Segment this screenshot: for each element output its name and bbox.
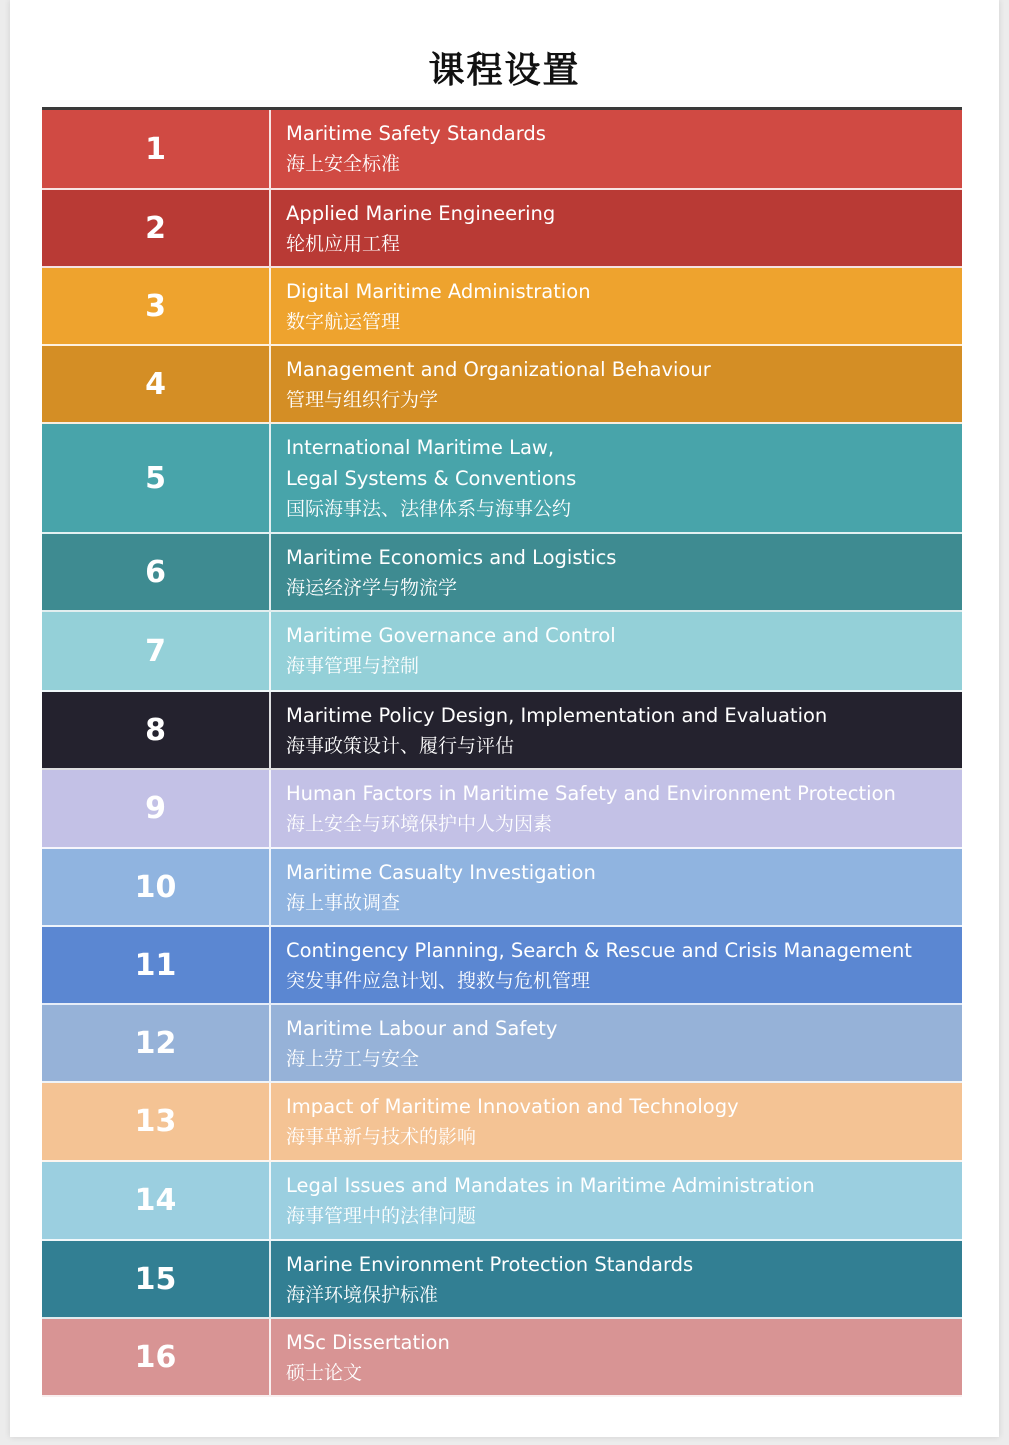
course-number: 5 xyxy=(42,424,271,532)
course-number: 11 xyxy=(42,927,271,1003)
course-title-zh: 海上安全标准 xyxy=(286,153,401,175)
course-row xyxy=(42,692,962,770)
course-description xyxy=(271,190,962,266)
course-number: 7 xyxy=(42,612,271,690)
course-description xyxy=(271,110,962,188)
course-title-zh: 海上劳工与安全 xyxy=(286,1048,420,1070)
course-number: 4 xyxy=(42,346,271,422)
course-title-en: Legal Issues and Mandates in Maritime Administration xyxy=(286,1174,815,1197)
course-title-zh: 国际海事法、法律体系与海事公约 xyxy=(286,498,572,520)
course-description xyxy=(271,1319,962,1395)
course-row xyxy=(42,1162,962,1241)
course-description xyxy=(271,1083,962,1160)
course-row xyxy=(42,424,962,534)
course-row xyxy=(42,1005,962,1083)
course-row xyxy=(42,1241,962,1319)
course-row xyxy=(42,927,962,1005)
course-row xyxy=(42,190,962,268)
course-description xyxy=(271,612,962,690)
course-description xyxy=(271,1241,962,1317)
course-title-en: Marine Environment Protection Standards xyxy=(286,1253,694,1276)
course-row xyxy=(42,110,962,190)
course-title-zh: 硕士论文 xyxy=(286,1362,363,1384)
course-description xyxy=(271,424,962,532)
course-number: 10 xyxy=(42,849,271,925)
course-title-zh: 海事革新与技术的影响 xyxy=(286,1126,477,1148)
course-row xyxy=(42,534,962,612)
course-description xyxy=(271,268,962,344)
course-title-en: Impact of Maritime Innovation and Technology xyxy=(286,1095,739,1118)
course-number: 15 xyxy=(42,1241,271,1317)
course-title-en: Maritime Policy Design, Implementation and Evaluation xyxy=(286,704,828,727)
course-title-en: Legal Systems & Conventions xyxy=(286,467,577,490)
course-title-en: Maritime Safety Standards xyxy=(286,122,546,145)
course-row xyxy=(42,1083,962,1162)
course-number: 14 xyxy=(42,1162,271,1239)
course-number: 3 xyxy=(42,268,271,344)
course-description xyxy=(271,1005,962,1081)
course-table xyxy=(42,110,962,1397)
course-title-zh: 数字航运管理 xyxy=(286,311,401,333)
course-number: 2 xyxy=(42,190,271,266)
course-title-zh: 海上安全与环境保护中人为因素 xyxy=(286,813,553,835)
course-title-en: Maritime Governance and Control xyxy=(286,624,616,647)
course-title-en: Human Factors in Maritime Safety and Environment Protection xyxy=(286,782,896,805)
course-description xyxy=(271,849,962,925)
course-title-en: MSc Dissertation xyxy=(286,1331,450,1354)
course-description xyxy=(271,692,962,768)
course-row xyxy=(42,770,962,849)
course-row xyxy=(42,612,962,692)
course-title-zh: 海事政策设计、履行与评估 xyxy=(286,735,515,757)
course-description xyxy=(271,927,962,1003)
course-number: 8 xyxy=(42,692,271,768)
course-title-zh: 海洋环境保护标准 xyxy=(286,1284,439,1306)
course-title-zh: 管理与组织行为学 xyxy=(286,389,439,411)
course-number: 12 xyxy=(42,1005,271,1081)
course-title-en: Management and Organizational Behaviour xyxy=(286,358,711,381)
course-number: 16 xyxy=(42,1319,271,1395)
course-title-zh: 海上事故调查 xyxy=(286,892,401,914)
course-title-zh: 突发事件应急计划、搜救与危机管理 xyxy=(286,970,591,992)
course-number: 13 xyxy=(42,1083,271,1160)
course-title-zh: 海运经济学与物流学 xyxy=(286,577,458,599)
course-title-en: Contingency Planning, Search & Rescue and Crisis Management xyxy=(286,939,912,962)
course-description xyxy=(271,534,962,610)
course-number: 9 xyxy=(42,770,271,847)
course-title-en: Maritime Casualty Investigation xyxy=(286,861,596,884)
course-title-zh: 海事管理与控制 xyxy=(286,655,420,677)
course-title-zh: 轮机应用工程 xyxy=(286,233,401,255)
course-title-zh: 海事管理中的法律问题 xyxy=(286,1205,477,1227)
course-row xyxy=(42,1319,962,1397)
course-row xyxy=(42,268,962,346)
course-number: 1 xyxy=(42,110,271,188)
course-title-en: International Maritime Law, xyxy=(286,436,555,459)
course-number: 6 xyxy=(42,534,271,610)
document-page xyxy=(10,0,999,1437)
course-description xyxy=(271,770,962,847)
course-description xyxy=(271,346,962,422)
course-title-en: Digital Maritime Administration xyxy=(286,280,591,303)
course-title-en: Maritime Economics and Logistics xyxy=(286,546,617,569)
page-title: 课程设置 xyxy=(428,50,581,91)
course-title-en: Applied Marine Engineering xyxy=(286,202,556,225)
course-title-en: Maritime Labour and Safety xyxy=(286,1017,558,1040)
course-row xyxy=(42,849,962,927)
course-row xyxy=(42,346,962,424)
course-description xyxy=(271,1162,962,1239)
